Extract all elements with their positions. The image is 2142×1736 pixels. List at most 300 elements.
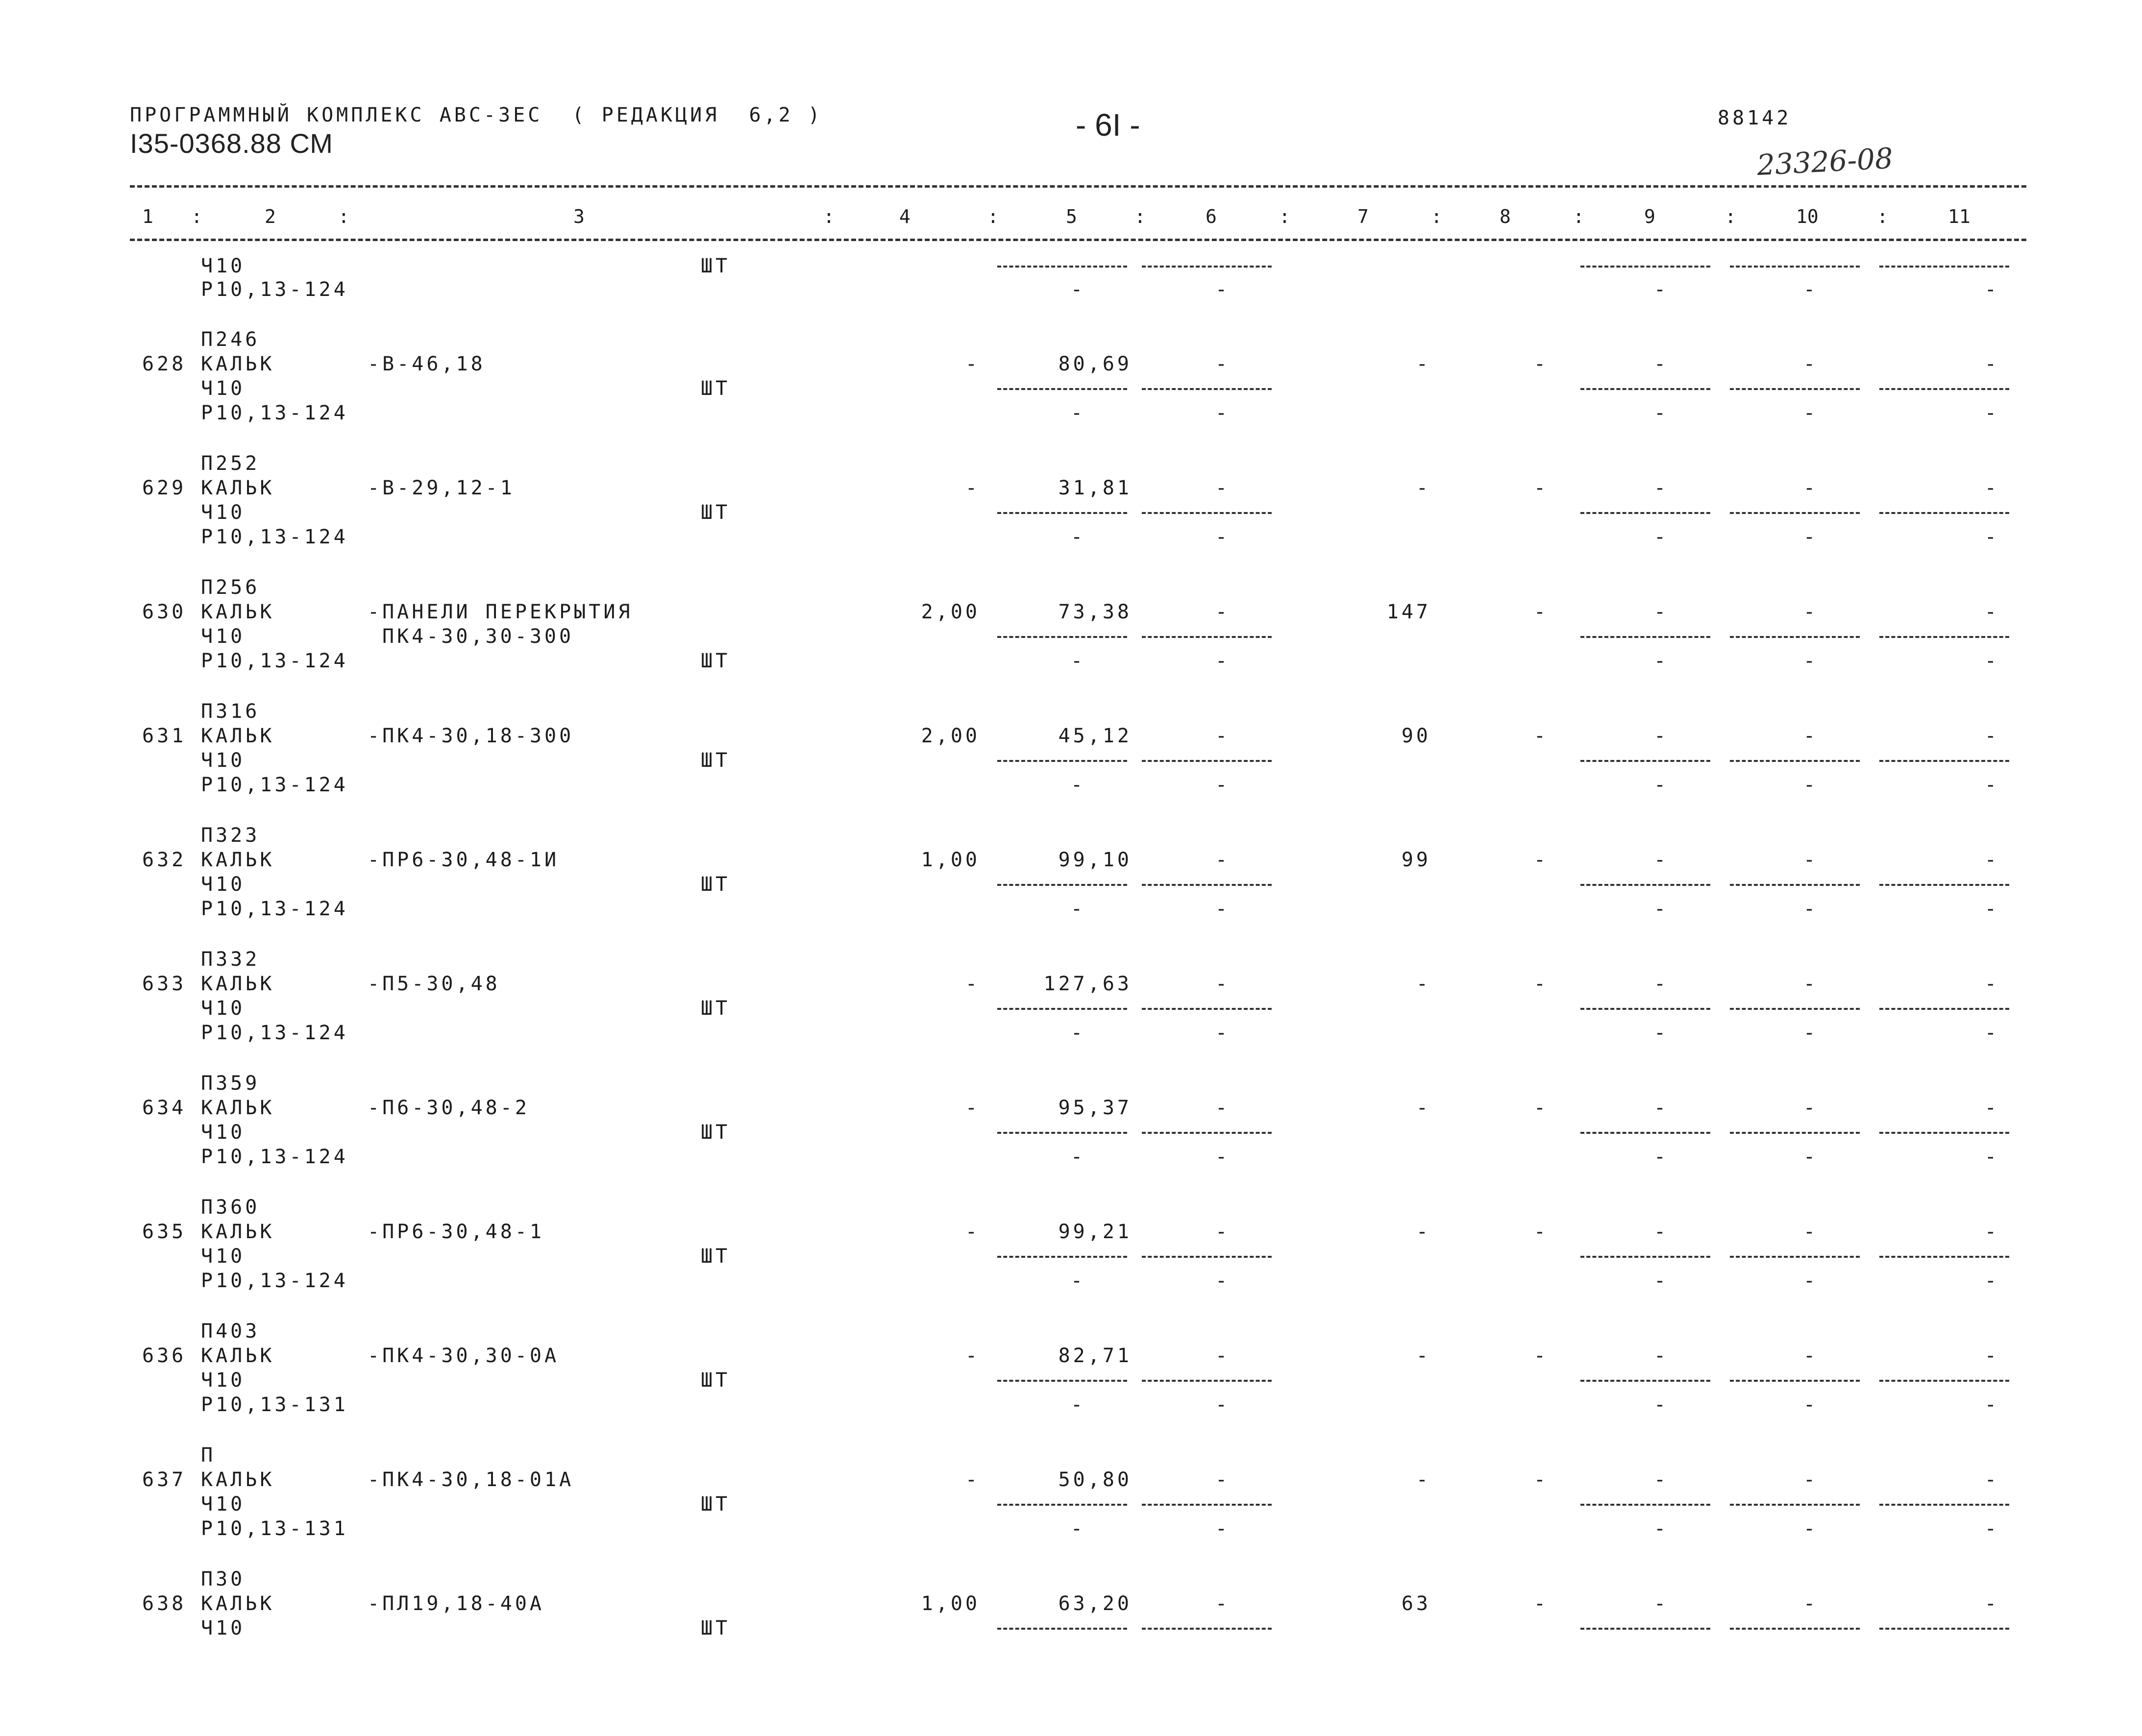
cell-c9: - bbox=[1653, 1592, 1669, 1615]
row-divider bbox=[1730, 1380, 1860, 1382]
cell-c10-lower: - bbox=[1803, 774, 1819, 796]
column-separator: : bbox=[1279, 206, 1290, 227]
row-line-4: Р10,13-131 bbox=[201, 1517, 348, 1540]
row-description-2: ПК4-30,30-300 bbox=[382, 625, 574, 648]
cell-c7: - bbox=[1416, 477, 1431, 499]
row-code: П403 bbox=[201, 1320, 260, 1343]
row-type: КАЛЬК bbox=[201, 353, 275, 375]
cell-c10: - bbox=[1803, 601, 1819, 623]
row-line-4: Р10,13-124 bbox=[201, 402, 348, 424]
row-type: КАЛЬК bbox=[201, 1345, 275, 1367]
cell-c10: - bbox=[1803, 477, 1819, 499]
cell-c8: - bbox=[1533, 1468, 1549, 1491]
cell-c6-lower: - bbox=[1215, 402, 1231, 424]
row-description: -П6-30,48-2 bbox=[368, 1097, 530, 1119]
row-divider bbox=[1142, 388, 1272, 390]
cell-c6: - bbox=[1215, 1097, 1231, 1119]
cell-c10: - bbox=[1803, 1468, 1819, 1491]
unit-label: ШТ bbox=[701, 255, 731, 277]
document-number: 88142 bbox=[1718, 107, 1792, 129]
row-type: КАЛЬК bbox=[201, 1592, 275, 1615]
row-divider bbox=[1879, 1256, 2009, 1258]
cell-c4: - bbox=[965, 1097, 980, 1119]
row-code: П246 bbox=[201, 328, 260, 351]
row-unit: ШТ bbox=[701, 873, 731, 896]
cell-c10: - bbox=[1803, 1221, 1819, 1243]
cell-c7: 90 bbox=[1401, 725, 1431, 747]
row-divider bbox=[1879, 760, 2009, 762]
cell-c11-lower: - bbox=[1984, 774, 1999, 796]
cell-c8: - bbox=[1533, 1097, 1549, 1119]
row-description: -ПЛ19,18-40А bbox=[368, 1592, 544, 1615]
column-separator: : bbox=[1431, 206, 1442, 227]
cell-c6: - bbox=[1215, 973, 1231, 995]
cell-c9-lower: - bbox=[1653, 1394, 1669, 1416]
cell-c11-lower: - bbox=[1984, 278, 1999, 301]
column-separator: : bbox=[338, 206, 349, 227]
row-unit: ШТ bbox=[701, 1617, 731, 1639]
row-divider bbox=[1142, 512, 1272, 514]
top-rule bbox=[130, 185, 2026, 188]
row-code: П bbox=[201, 1444, 216, 1467]
column-number-1: 1 bbox=[142, 206, 153, 227]
cell-c6: - bbox=[1215, 849, 1231, 871]
cell-c10: - bbox=[1803, 1592, 1819, 1615]
continuation-line-1: Ч10 bbox=[201, 255, 246, 277]
row-type: КАЛЬК bbox=[201, 849, 275, 871]
cell-c4: 2,00 bbox=[921, 601, 980, 623]
row-type: КАЛЬК bbox=[201, 725, 275, 747]
row-type: КАЛЬК bbox=[201, 477, 275, 499]
cell-c11: - bbox=[1984, 849, 1999, 871]
cell-c9: - bbox=[1653, 1097, 1669, 1119]
cell-c10-lower: - bbox=[1803, 1517, 1819, 1540]
row-divider bbox=[1730, 760, 1860, 762]
row-divider bbox=[1879, 1132, 2009, 1134]
row-divider bbox=[1580, 1504, 1710, 1506]
cell-c9-lower: - bbox=[1653, 1146, 1669, 1168]
row-number: 629 bbox=[142, 477, 187, 499]
cell-c9-lower: - bbox=[1653, 526, 1669, 548]
row-unit: ШТ bbox=[701, 997, 731, 1020]
row-divider bbox=[1730, 1008, 1860, 1010]
cell-c9: - bbox=[1653, 1221, 1669, 1243]
row-divider bbox=[1580, 388, 1710, 390]
row-line-3: Ч10 bbox=[201, 377, 246, 400]
row-number: 636 bbox=[142, 1345, 187, 1367]
column-number-10: 10 bbox=[1796, 206, 1819, 227]
cell-c7: - bbox=[1416, 1221, 1431, 1243]
row-number: 634 bbox=[142, 1097, 187, 1119]
cell-c5: 127,63 bbox=[1043, 973, 1132, 995]
cell-c4: - bbox=[965, 477, 980, 499]
cell-c11: - bbox=[1984, 725, 1999, 747]
row-divider bbox=[997, 1504, 1127, 1506]
row-unit: ШТ bbox=[701, 749, 731, 772]
column-separator: : bbox=[191, 206, 202, 227]
cell-c5-lower: - bbox=[1070, 650, 1086, 672]
cell-c10: - bbox=[1803, 1097, 1819, 1119]
row-description: -ПАНЕЛИ ПЕРЕКРЫТИЯ bbox=[368, 601, 633, 623]
cell-c11-lower: - bbox=[1984, 1517, 1999, 1540]
row-divider bbox=[1879, 636, 2009, 638]
cell-c4: 1,00 bbox=[921, 849, 980, 871]
cell-c11-lower: - bbox=[1984, 650, 1999, 672]
row-code: П332 bbox=[201, 948, 260, 971]
row-description: -ПК4-30,30-0А bbox=[368, 1345, 560, 1367]
header-bottom-rule bbox=[130, 239, 2026, 241]
cell-c6-lower: - bbox=[1215, 278, 1231, 301]
row-line-3: Ч10 bbox=[201, 1493, 246, 1516]
row-number: 637 bbox=[142, 1468, 187, 1491]
cell-c10-lower: - bbox=[1803, 650, 1819, 672]
cell-c4: - bbox=[965, 1468, 980, 1491]
row-number: 633 bbox=[142, 973, 187, 995]
row-line-3: Ч10 bbox=[201, 1617, 246, 1639]
cell-c9: - bbox=[1653, 601, 1669, 623]
row-divider bbox=[997, 266, 1127, 268]
row-unit: ШТ bbox=[701, 501, 731, 524]
cell-c4: - bbox=[965, 1221, 980, 1243]
row-divider bbox=[1730, 512, 1860, 514]
row-line-3: Ч10 bbox=[201, 749, 246, 772]
cell-c9: - bbox=[1653, 973, 1669, 995]
cell-c5: 82,71 bbox=[1058, 1345, 1132, 1367]
column-number-9: 9 bbox=[1644, 206, 1655, 227]
cell-c4: 2,00 bbox=[921, 725, 980, 747]
cell-c11-lower: - bbox=[1984, 1270, 1999, 1292]
row-line-3: Ч10 bbox=[201, 1121, 246, 1144]
row-line-3: Ч10 bbox=[201, 501, 246, 524]
cell-c8: - bbox=[1533, 725, 1549, 747]
cell-c10: - bbox=[1803, 973, 1819, 995]
cell-c5: 45,12 bbox=[1058, 725, 1132, 747]
cell-c6: - bbox=[1215, 353, 1231, 375]
row-type: КАЛЬК bbox=[201, 1221, 275, 1243]
cell-c7: - bbox=[1416, 1345, 1431, 1367]
cell-c9: - bbox=[1653, 1345, 1669, 1367]
cell-c9: - bbox=[1653, 477, 1669, 499]
cell-c11: - bbox=[1984, 601, 1999, 623]
row-description: -ПР6-30,48-1И bbox=[368, 849, 560, 871]
row-divider bbox=[1142, 266, 1272, 268]
column-number-8: 8 bbox=[1500, 206, 1511, 227]
row-divider bbox=[1879, 1504, 2009, 1506]
cell-c4: - bbox=[965, 1345, 980, 1367]
cell-c11-lower: - bbox=[1984, 526, 1999, 548]
cell-c10: - bbox=[1803, 353, 1819, 375]
cell-c6: - bbox=[1215, 477, 1231, 499]
cell-c9-lower: - bbox=[1653, 402, 1669, 424]
cell-c10-lower: - bbox=[1803, 898, 1819, 920]
column-separator: : bbox=[987, 206, 999, 227]
row-number: 630 bbox=[142, 601, 187, 623]
row-description: -ПК4-30,18-01А bbox=[368, 1468, 574, 1491]
cell-c11-lower: - bbox=[1984, 1022, 1999, 1044]
cell-c6-lower: - bbox=[1215, 1146, 1231, 1168]
cell-c5-lower: - bbox=[1070, 1394, 1086, 1416]
row-divider bbox=[997, 388, 1127, 390]
cell-c7: - bbox=[1416, 353, 1431, 375]
row-divider bbox=[997, 1132, 1127, 1134]
cell-c5-lower: - bbox=[1070, 1022, 1086, 1044]
row-line-3: Ч10 bbox=[201, 1369, 246, 1392]
cell-c9: - bbox=[1653, 849, 1669, 871]
cell-c5-lower: - bbox=[1070, 1146, 1086, 1168]
row-number: 632 bbox=[142, 849, 187, 871]
cell-c11: - bbox=[1984, 1221, 1999, 1243]
cell-c9-lower: - bbox=[1653, 1022, 1669, 1044]
row-line-4: Р10,13-124 bbox=[201, 774, 348, 796]
row-divider bbox=[1879, 512, 2009, 514]
cell-c8: - bbox=[1533, 353, 1549, 375]
cell-c9: - bbox=[1653, 725, 1669, 747]
row-divider bbox=[1580, 512, 1710, 514]
row-code: П30 bbox=[201, 1568, 246, 1590]
cell-c9: - bbox=[1653, 353, 1669, 375]
row-divider bbox=[1580, 1132, 1710, 1134]
row-line-3: Ч10 bbox=[201, 1245, 246, 1268]
cell-c6-lower: - bbox=[1215, 650, 1231, 672]
document-code: I35-0368.88 СМ bbox=[130, 128, 333, 159]
row-description: -В-46,18 bbox=[368, 353, 486, 375]
cell-c8: - bbox=[1533, 1592, 1549, 1615]
cell-c9: - bbox=[1653, 1468, 1669, 1491]
column-separator: : bbox=[1877, 206, 1888, 227]
row-divider bbox=[1142, 1504, 1272, 1506]
row-divider bbox=[1730, 636, 1860, 638]
row-divider bbox=[1879, 1380, 2009, 1382]
cell-c9-lower: - bbox=[1653, 774, 1669, 796]
row-description: -ПК4-30,18-300 bbox=[368, 725, 574, 747]
column-number-7: 7 bbox=[1357, 206, 1369, 227]
cell-c11: - bbox=[1984, 973, 1999, 995]
cell-c7: 99 bbox=[1401, 849, 1431, 871]
cell-c5: 73,38 bbox=[1058, 601, 1132, 623]
cell-c5-lower: - bbox=[1070, 898, 1086, 920]
handwritten-number: 23326-08 bbox=[1756, 141, 1894, 182]
row-description: -В-29,12-1 bbox=[368, 477, 515, 499]
column-number-11: 11 bbox=[1948, 206, 1970, 227]
row-divider bbox=[1730, 388, 1860, 390]
column-number-3: 3 bbox=[573, 206, 585, 227]
row-type: КАЛЬК bbox=[201, 601, 275, 623]
cell-c10-lower: - bbox=[1803, 1146, 1819, 1168]
row-divider bbox=[1580, 1256, 1710, 1258]
cell-c6-lower: - bbox=[1215, 774, 1231, 796]
cell-c9-lower: - bbox=[1653, 1517, 1669, 1540]
row-divider bbox=[1730, 1256, 1860, 1258]
cell-c5-lower: - bbox=[1070, 774, 1086, 796]
cell-c11-lower: - bbox=[1984, 898, 1999, 920]
row-number: 631 bbox=[142, 725, 187, 747]
row-line-4: Р10,13-124 bbox=[201, 1146, 348, 1168]
cell-c6-lower: - bbox=[1215, 1394, 1231, 1416]
row-divider bbox=[1142, 884, 1272, 886]
cell-c5: 80,69 bbox=[1058, 353, 1132, 375]
cell-c5: 63,20 bbox=[1058, 1592, 1132, 1615]
cell-c10: - bbox=[1803, 1345, 1819, 1367]
column-number-4: 4 bbox=[899, 206, 911, 227]
cell-c11: - bbox=[1984, 477, 1999, 499]
row-divider bbox=[997, 512, 1127, 514]
row-line-4: Р10,13-124 bbox=[201, 1270, 348, 1292]
cell-c6-lower: - bbox=[1215, 526, 1231, 548]
column-separator: : bbox=[823, 206, 835, 227]
row-divider bbox=[1580, 1380, 1710, 1382]
cell-c4: - bbox=[965, 353, 980, 375]
cell-c11-lower: - bbox=[1984, 1146, 1999, 1168]
cell-c10-lower: - bbox=[1803, 1022, 1819, 1044]
row-divider bbox=[1142, 1628, 1272, 1630]
row-divider bbox=[997, 1256, 1127, 1258]
column-number-6: 6 bbox=[1206, 206, 1217, 227]
cell-c10-lower: - bbox=[1803, 526, 1819, 548]
cell-c10-lower: - bbox=[1803, 278, 1819, 301]
row-type: КАЛЬК bbox=[201, 1097, 275, 1119]
row-divider bbox=[1730, 884, 1860, 886]
row-line-4: Р10,13-124 bbox=[201, 526, 348, 548]
cell-c7: - bbox=[1416, 973, 1431, 995]
row-divider bbox=[1730, 1132, 1860, 1134]
row-unit: ШТ bbox=[701, 1121, 731, 1144]
row-line-3: Ч10 bbox=[201, 873, 246, 896]
cell-c11: - bbox=[1984, 353, 1999, 375]
row-code: П256 bbox=[201, 576, 260, 599]
row-divider bbox=[1142, 760, 1272, 762]
row-number: 638 bbox=[142, 1592, 187, 1615]
cell-c11: - bbox=[1984, 1097, 1999, 1119]
row-divider bbox=[1879, 1008, 2009, 1010]
cell-c8: - bbox=[1533, 477, 1549, 499]
cell-c9-lower: - bbox=[1653, 1270, 1669, 1292]
row-divider bbox=[1730, 1628, 1860, 1630]
cell-c10: - bbox=[1803, 725, 1819, 747]
cell-c6: - bbox=[1215, 1221, 1231, 1243]
row-divider bbox=[1142, 1256, 1272, 1258]
row-line-3: Ч10 bbox=[201, 625, 246, 648]
row-divider bbox=[1730, 266, 1860, 268]
row-code: П316 bbox=[201, 700, 260, 723]
cell-c10-lower: - bbox=[1803, 1270, 1819, 1292]
row-divider bbox=[1142, 1380, 1272, 1382]
cell-c11: - bbox=[1984, 1592, 1999, 1615]
cell-c9-lower: - bbox=[1653, 650, 1669, 672]
cell-c10: - bbox=[1803, 849, 1819, 871]
cell-c9-lower: - bbox=[1653, 278, 1669, 301]
row-divider bbox=[1580, 760, 1710, 762]
row-code: П359 bbox=[201, 1072, 260, 1095]
cell-c7: 147 bbox=[1386, 601, 1431, 623]
cell-c11: - bbox=[1984, 1468, 1999, 1491]
column-number-5: 5 bbox=[1066, 206, 1077, 227]
continuation-line-2: Р10,13-124 bbox=[201, 278, 348, 301]
row-line-4: Р10,13-131 bbox=[201, 1394, 348, 1416]
cell-c5: 95,37 bbox=[1058, 1097, 1132, 1119]
row-divider bbox=[1879, 266, 2009, 268]
row-divider bbox=[1580, 1628, 1710, 1630]
cell-c6: - bbox=[1215, 601, 1231, 623]
cell-c5-lower: - bbox=[1070, 402, 1086, 424]
row-divider bbox=[1142, 1008, 1272, 1010]
cell-c8: - bbox=[1533, 1221, 1549, 1243]
row-code: П252 bbox=[201, 452, 260, 475]
row-divider bbox=[997, 884, 1127, 886]
row-code: П360 bbox=[201, 1196, 260, 1219]
cell-c5-lower: - bbox=[1070, 1517, 1086, 1540]
row-divider bbox=[997, 1008, 1127, 1010]
row-divider bbox=[1879, 388, 2009, 390]
column-separator: : bbox=[1573, 206, 1584, 227]
cell-c5: 99,21 bbox=[1058, 1221, 1132, 1243]
cell-c4: - bbox=[965, 973, 980, 995]
row-divider bbox=[997, 1628, 1127, 1630]
column-separator: : bbox=[1134, 206, 1146, 227]
cell-c6: - bbox=[1215, 1592, 1231, 1615]
cell-c7: 63 bbox=[1401, 1592, 1431, 1615]
cell-c6-lower: - bbox=[1215, 1022, 1231, 1044]
row-line-4: Р10,13-124 bbox=[201, 898, 348, 920]
row-divider bbox=[1580, 884, 1710, 886]
cell-c5-lower: - bbox=[1070, 278, 1086, 301]
cell-c8: - bbox=[1533, 601, 1549, 623]
row-unit: ШТ bbox=[701, 1493, 731, 1516]
row-divider bbox=[997, 1380, 1127, 1382]
row-code: П323 bbox=[201, 824, 260, 847]
cell-c6-lower: - bbox=[1215, 898, 1231, 920]
row-type: КАЛЬК bbox=[201, 973, 275, 995]
cell-c6: - bbox=[1215, 725, 1231, 747]
row-unit: ШТ bbox=[701, 1245, 731, 1268]
page-number: - 6I - bbox=[1076, 107, 1140, 143]
cell-c11: - bbox=[1984, 1345, 1999, 1367]
cell-c11-lower: - bbox=[1984, 1394, 1999, 1416]
cell-c5: 99,10 bbox=[1058, 849, 1132, 871]
cell-c6: - bbox=[1215, 1345, 1231, 1367]
row-line-4: Р10,13-124 bbox=[201, 1022, 348, 1044]
cell-c5-lower: - bbox=[1070, 1270, 1086, 1292]
row-number: 635 bbox=[142, 1221, 187, 1243]
row-line-4: Р10,13-124 bbox=[201, 650, 348, 672]
row-divider bbox=[1142, 1132, 1272, 1134]
cell-c5: 50,80 bbox=[1058, 1468, 1132, 1491]
row-divider bbox=[1580, 266, 1710, 268]
row-number: 628 bbox=[142, 353, 187, 375]
cell-c5-lower: - bbox=[1070, 526, 1086, 548]
row-description: -ПР6-30,48-1 bbox=[368, 1221, 544, 1243]
cell-c4: 1,00 bbox=[921, 1592, 980, 1615]
row-unit: ШТ bbox=[701, 650, 731, 672]
row-divider bbox=[1879, 1628, 2009, 1630]
cell-c6: - bbox=[1215, 1468, 1231, 1491]
row-description: -П5-30,48 bbox=[368, 973, 500, 995]
cell-c8: - bbox=[1533, 849, 1549, 871]
cell-c11-lower: - bbox=[1984, 402, 1999, 424]
row-unit: ШТ bbox=[701, 377, 731, 400]
row-line-3: Ч10 bbox=[201, 997, 246, 1020]
cell-c7: - bbox=[1416, 1468, 1431, 1491]
row-divider bbox=[997, 760, 1127, 762]
cell-c8: - bbox=[1533, 1345, 1549, 1367]
row-type: КАЛЬК bbox=[201, 1468, 275, 1491]
cell-c5: 31,81 bbox=[1058, 477, 1132, 499]
cell-c6-lower: - bbox=[1215, 1517, 1231, 1540]
row-divider bbox=[997, 636, 1127, 638]
cell-c7: - bbox=[1416, 1097, 1431, 1119]
program-title: ПРОГРАММНЫЙ КОМПЛЕКС АВС-ЗЕС ( РЕДАКЦИЯ 6,2 ) bbox=[130, 104, 823, 126]
row-divider bbox=[1580, 636, 1710, 638]
row-unit: ШТ bbox=[701, 1369, 731, 1392]
